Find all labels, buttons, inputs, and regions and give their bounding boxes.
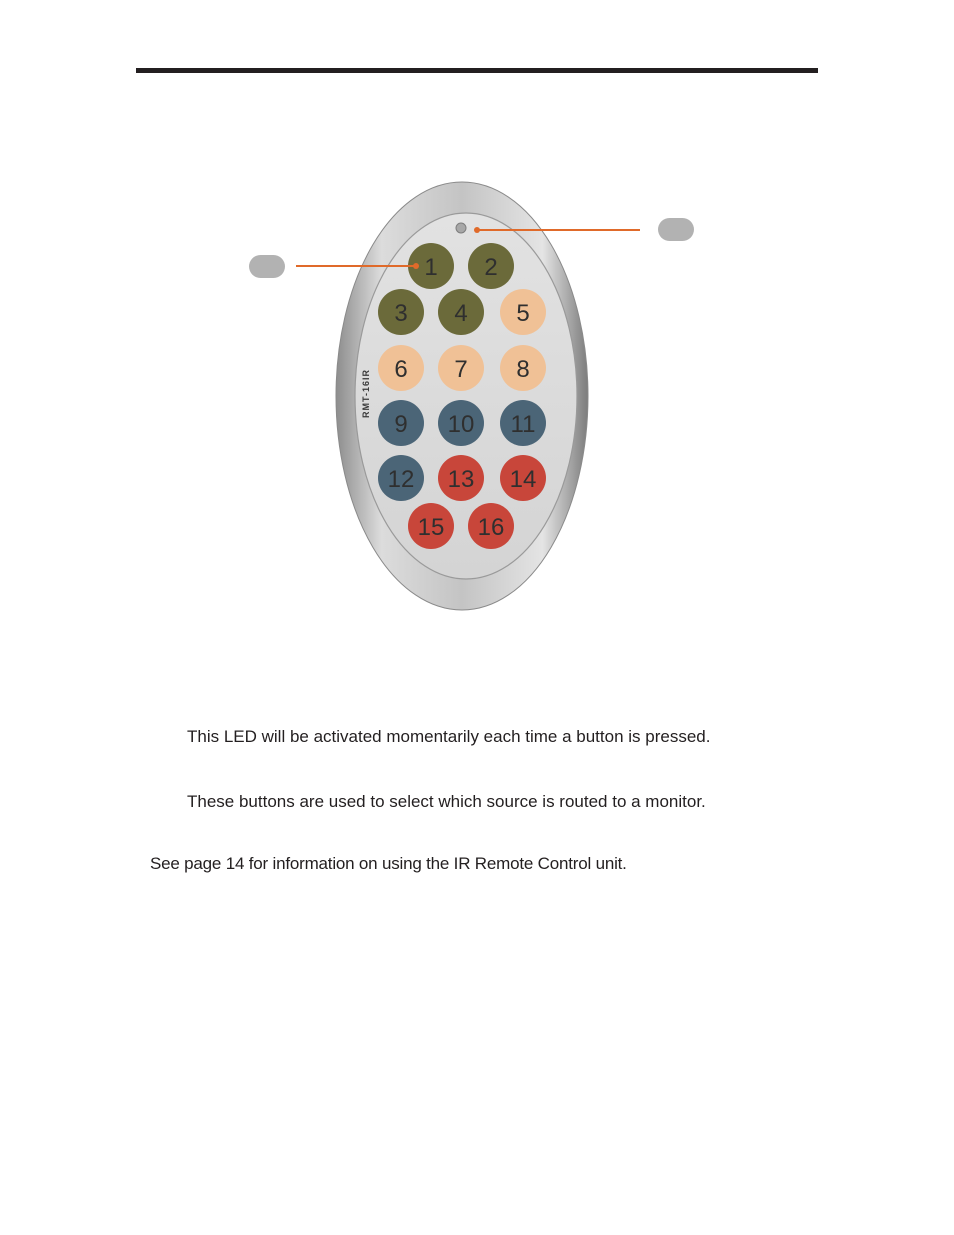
remote-button-label: 8 xyxy=(516,356,530,383)
remote-button-10[interactable] xyxy=(438,400,484,446)
remote-button-label: 13 xyxy=(447,466,475,493)
remote-button-label: 10 xyxy=(447,411,475,438)
see-page-note: See page 14 for information on using the IR Remote Control unit. xyxy=(150,854,627,873)
remote-button-label: 9 xyxy=(394,411,408,438)
callout-buttons-dot xyxy=(413,263,419,269)
remote-button-label: 4 xyxy=(454,300,468,327)
model-label: RMT-16IR xyxy=(361,368,371,418)
remote-button-label: 15 xyxy=(417,514,445,541)
remote-button-6[interactable] xyxy=(378,345,424,391)
buttons-description: These buttons are used to select which source is routed to a monitor. xyxy=(187,792,706,811)
remote-button-3[interactable] xyxy=(378,289,424,335)
led-description: This LED will be activated momentarily each time a button is pressed. xyxy=(187,727,711,746)
callout-led-dot xyxy=(474,227,480,233)
remote-button-2[interactable] xyxy=(468,243,514,289)
remote-button-label: 3 xyxy=(394,300,408,327)
remote-button-15[interactable] xyxy=(408,503,454,549)
remote-button-label: 11 xyxy=(510,411,536,438)
remote-button-9[interactable] xyxy=(378,400,424,446)
remote-button-label: 6 xyxy=(394,356,408,383)
remote-button-8[interactable] xyxy=(500,345,546,391)
remote-button-label: 5 xyxy=(516,300,530,327)
callout-led-badge xyxy=(658,218,694,241)
remote-button-label: 1 xyxy=(424,254,438,281)
remote-button-14[interactable] xyxy=(500,455,546,501)
remote-button-label: 14 xyxy=(509,466,537,493)
remote-button-label: 16 xyxy=(477,514,505,541)
remote-button-11[interactable] xyxy=(500,400,546,446)
remote-button-5[interactable] xyxy=(500,289,546,335)
remote-button-12[interactable] xyxy=(378,455,424,501)
remote-button-7[interactable] xyxy=(438,345,484,391)
remote-button-label: 12 xyxy=(387,466,415,493)
remote-button-16[interactable] xyxy=(468,503,514,549)
remote-button-label: 2 xyxy=(484,254,498,281)
remote-button-4[interactable] xyxy=(438,289,484,335)
callout-buttons-badge xyxy=(249,255,285,278)
remote-button-label: 7 xyxy=(454,356,468,383)
remote-face xyxy=(355,213,577,579)
remote-button-13[interactable] xyxy=(438,455,484,501)
status-led xyxy=(456,223,466,233)
